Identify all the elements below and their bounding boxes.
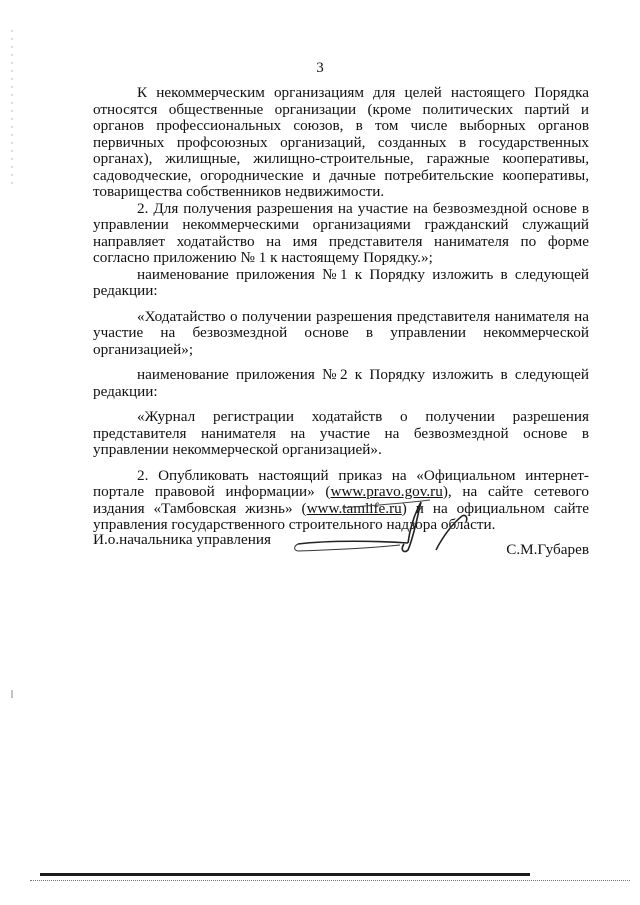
paragraph-appendix1-title: «Ходатайство о получении разрешения представителя нанимателя на участие на безвозмездной основе в управлении некоммерческой организацией»;	[93, 307, 589, 358]
signatory-name: С.М.Губарев	[506, 541, 589, 558]
paragraph-permission-procedure: 2. Для получения разрешения на участие на безвозмездной основе в управлении некоммерческими организациями гражданский служащий направляет ходатайство на имя представителя нанимателя по форме согласно приложению № 1 к настоящему Порядку.»;	[93, 199, 589, 266]
publication-text-a: 2. Опубликовать настоящий приказ на «Официальном интернет-портале правовой информации» (	[93, 466, 589, 500]
footer-dotted-rule	[30, 880, 630, 881]
page-number: 3	[316, 60, 324, 76]
footer-rule	[40, 873, 530, 876]
publication-text-c: ) и на официальном сайте управления государственного строительного надзора области.	[93, 499, 589, 533]
publication-text-b: ), на сайте сетевого издания «Тамбовская жизнь» (	[93, 483, 589, 517]
link-pravo[interactable]: www.pravo.gov.ru	[330, 483, 443, 500]
signature-block	[93, 531, 589, 571]
paragraph-appendix1-heading: наименование приложения №1 к Порядку изложить в следующей редакции:	[93, 265, 589, 299]
paragraph-nonprofit-definition: К некоммерческим организациям для целей настоящего Порядка относятся общественные организации (кроме политических партий и органов профессиональных союзов, в том числе выборных органов первичных профсоюзных организаций, созданных в государственных органах), жилищные, жилищно-строительные, гаражные кооперативы, садоводческие, огороднические и дачные потребительские кооперативы, товарищества собственников недвижимости.	[93, 84, 589, 200]
paragraph-appendix2-title: «Журнал регистрации ходатайств о получении разрешения представителя нанимателя на участие на безвозмездной основе в управлении некоммерческой организацией».	[93, 408, 589, 458]
scan-edge-marks	[8, 30, 16, 730]
signatory-title: И.о.начальника управления	[93, 531, 271, 548]
link-tamlife[interactable]: www.tamlife.ru	[306, 499, 402, 517]
paragraph-appendix2-heading: наименование приложения №2 к Порядку изложить в следующей редакции:	[93, 366, 589, 400]
document-body	[93, 85, 589, 534]
